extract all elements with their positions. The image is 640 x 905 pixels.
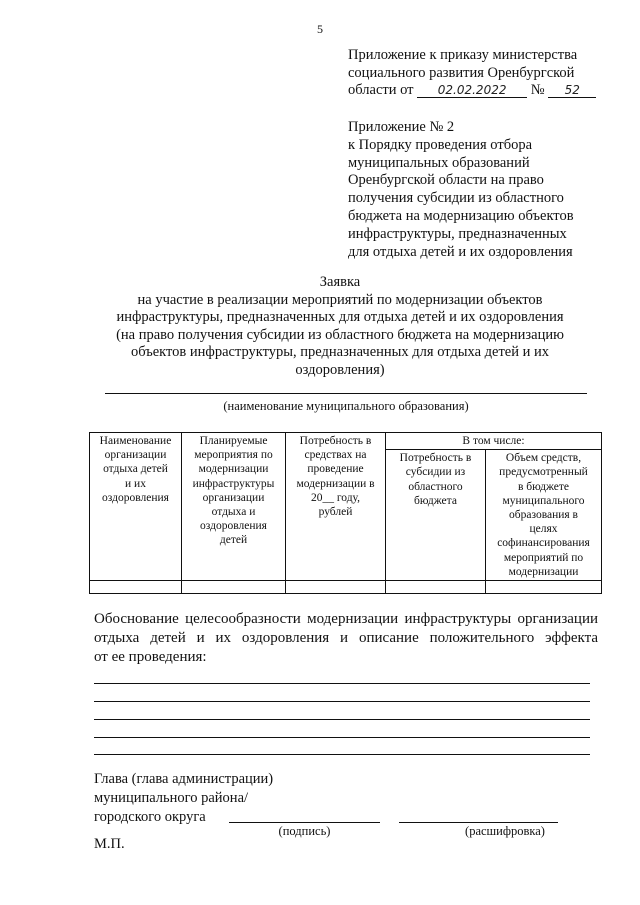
number-label: № [530,82,545,98]
fill-in-line [94,701,590,702]
header-including: В том числе: [386,433,602,450]
order-header-prefix: области от [348,82,414,98]
justification-line-3: от ее проведения: [94,649,207,665]
fill-in-line [94,754,590,755]
handwritten-number: 52 [548,83,596,98]
header-planned-measures: Планируемые мероприятия по модернизации инфраструктуры организации отдыха и оздоровления детей [182,433,286,581]
appendix-2-line-1: Приложение № 2 [348,119,455,135]
order-header-line-1: Приложение к приказу министерства [348,47,578,63]
fill-in-line [94,737,590,738]
fill-in-line [94,719,590,720]
appendix-2-line-6: бюджета на модернизацию объектов [348,207,574,224]
application-title [60,274,620,380]
header-organization-name: Наименование организации отдыха детей и их оздоровления [90,433,182,581]
decode-caption: (расшифровка) [465,824,545,838]
header-subsidy-need: Потребность в субсидии из областного бюджета [386,450,486,581]
handwritten-date: 02.02.2022 [417,83,527,98]
table-cell [90,581,182,594]
title-line-3: (на право получения субсидии из областного бюджета на модернизацию [116,326,564,343]
appendix-2-line-8: для отдыха детей и их оздоровления [348,243,573,260]
header-municipal-budget: Объем средств, предусмотренный в бюджете муниципального образования в целях софинансирования мероприятий по модернизации [486,450,602,581]
head-title-line-1: Глава (глава администрации) [94,771,274,787]
appendix-2-block [348,119,628,261]
title-line-4: объектов инфраструктуры, предназначенных для отдыха детей и их [130,344,550,361]
municipality-name-line [105,393,587,394]
table-cell [286,581,386,594]
head-title-line-3: городского округа [94,809,206,825]
signature-line [229,822,380,823]
head-title-line-2: муниципального района/ [94,790,249,806]
signature-caption: (подпись) [278,824,331,838]
order-appendix-header [348,47,628,100]
appendix-2-line-4: Оренбургской области на право [348,172,544,189]
justification-paragraph [94,610,598,667]
justification-line-2: отдыха детей и их оздоровления и описание положительного эффекта [94,630,598,646]
title-heading: Заявка [319,274,361,290]
table-cell [182,581,286,594]
fill-in-line [94,683,590,684]
stamp-place: М.П. [94,836,125,852]
title-line-1: на участие в реализации мероприятий по модернизации объектов [137,291,543,308]
order-header-line-2: социального развития Оренбургской [348,64,575,81]
signature-block [94,770,273,827]
header-funds-need: Потребность в средствах на проведение модернизации в 20__ году, рублей [286,433,386,581]
page-number: 5 [317,22,323,36]
appendix-2-line-3: муниципальных образований [348,154,530,171]
table-row [90,581,602,594]
appendix-2-line-2: к Порядку проведения отбора [348,136,533,153]
justification-line-1: Обоснование целесообразности модернизации инфраструктуры организации [94,611,598,627]
order-header-line-3 [348,82,628,100]
appendix-2-line-5: получения субсидии из областного [348,190,564,207]
title-line-5: оздоровления) [295,361,385,378]
table-cell [486,581,602,594]
title-line-2: инфраструктуры, предназначенных для отдыха детей и их оздоровления [116,309,564,326]
decode-line [399,822,558,823]
table-cell [386,581,486,594]
application-table [89,432,602,594]
municipality-caption: (наименование муниципального образования) [223,399,469,413]
appendix-2-line-7: инфраструктуры, предназначенных [348,225,567,242]
